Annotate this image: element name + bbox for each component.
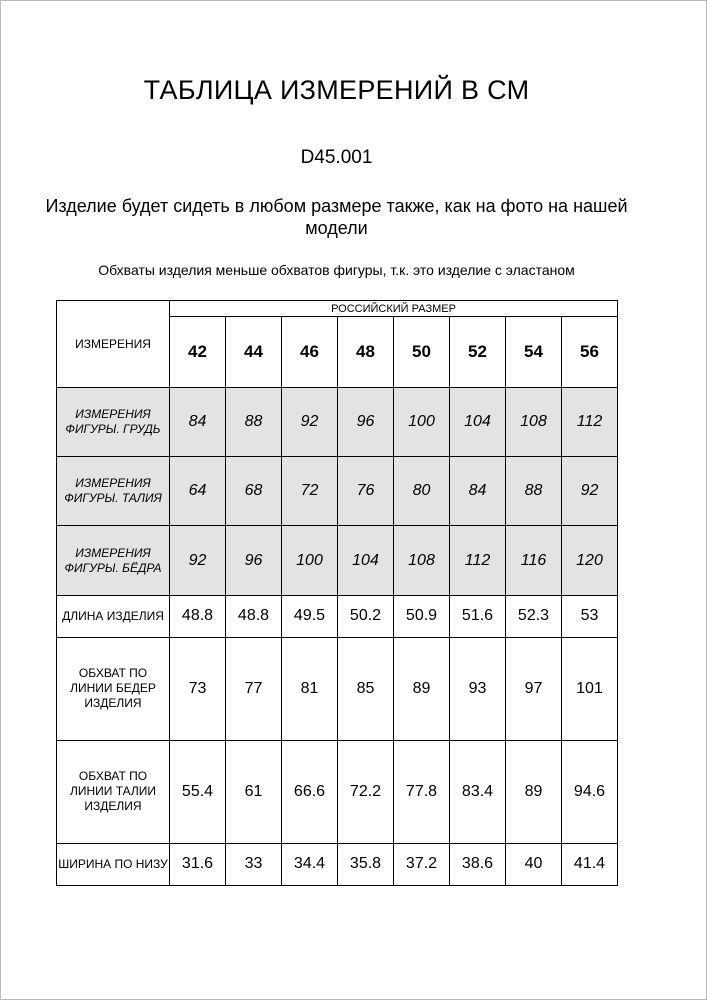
table-cell: 35.8 [338, 843, 394, 885]
size-header: 50 [394, 317, 450, 388]
table-cell: 52.3 [506, 595, 562, 637]
table-cell: 51.6 [450, 595, 506, 637]
table-cell: 108 [506, 388, 562, 457]
table-cell: 33 [226, 843, 282, 885]
table-cell: 64 [170, 457, 226, 526]
table-cell: 77 [226, 638, 282, 741]
row-label: ОБХВАТ ПО ЛИНИИ БЕДЕР ИЗДЕЛИЯ [57, 638, 170, 741]
table-cell: 94.6 [562, 740, 618, 843]
size-table [56, 300, 618, 886]
row-label: ИЗМЕРЕНИЯ ФИГУРЫ. БЁДРА [57, 526, 170, 595]
table-cell: 85 [338, 638, 394, 741]
table-cell: 41.4 [562, 843, 618, 885]
table-cell: 68 [226, 457, 282, 526]
table-cell: 80 [394, 457, 450, 526]
table-cell: 72 [282, 457, 338, 526]
table-row [57, 843, 618, 885]
table-cell: 55.4 [170, 740, 226, 843]
table-cell: 92 [562, 457, 618, 526]
table-cell: 72.2 [338, 740, 394, 843]
table-cell: 100 [394, 388, 450, 457]
table-cell: 101 [562, 638, 618, 741]
table-cell: 97 [506, 638, 562, 741]
table-cell: 84 [170, 388, 226, 457]
table-cell: 53 [562, 595, 618, 637]
size-header: 46 [282, 317, 338, 388]
table-cell: 104 [450, 388, 506, 457]
table-cell: 76 [338, 457, 394, 526]
size-header: 56 [562, 317, 618, 388]
table-cell: 40 [506, 843, 562, 885]
table-cell: 66.6 [282, 740, 338, 843]
table-cell: 50.2 [338, 595, 394, 637]
table-row [57, 388, 618, 457]
table-cell: 81 [282, 638, 338, 741]
russian-size-header: РОССИЙСКИЙ РАЗМЕР [170, 301, 618, 317]
table-cell: 93 [450, 638, 506, 741]
row-label: ИЗМЕРЕНИЯ ФИГУРЫ. ГРУДЬ [57, 388, 170, 457]
table-cell: 92 [282, 388, 338, 457]
table-cell: 83.4 [450, 740, 506, 843]
table-cell: 37.2 [394, 843, 450, 885]
size-header: 42 [170, 317, 226, 388]
table-cell: 112 [450, 526, 506, 595]
table-cell: 89 [394, 638, 450, 741]
header-row [57, 301, 618, 317]
table-cell: 61 [226, 740, 282, 843]
table-cell: 88 [506, 457, 562, 526]
table-cell: 48.8 [170, 595, 226, 637]
table-cell: 89 [506, 740, 562, 843]
table-cell: 88 [226, 388, 282, 457]
table-cell: 104 [338, 526, 394, 595]
size-header: 44 [226, 317, 282, 388]
table-row [57, 595, 618, 637]
table-row [57, 457, 618, 526]
table-row [57, 638, 618, 741]
table-cell: 100 [282, 526, 338, 595]
table-cell: 108 [394, 526, 450, 595]
row-label: ШИРИНА ПО НИЗУ [57, 843, 170, 885]
table-cell: 34.4 [282, 843, 338, 885]
table-cell: 96 [226, 526, 282, 595]
elastane-note: Обхваты изделия меньше обхватов фигуры, т.к. это изделие с эластаном [98, 262, 575, 278]
table-cell: 77.8 [394, 740, 450, 843]
table-cell: 73 [170, 638, 226, 741]
page-title: ТАБЛИЦА ИЗМЕРЕНИЙ В СМ [143, 75, 530, 105]
size-header: 54 [506, 317, 562, 388]
table-cell: 49.5 [282, 595, 338, 637]
size-header: 52 [450, 317, 506, 388]
table-row [57, 740, 618, 843]
table-cell: 48.8 [226, 595, 282, 637]
table-cell: 112 [562, 388, 618, 457]
table-cell: 84 [450, 457, 506, 526]
product-code: D45.001 [300, 147, 373, 168]
table-cell: 50.9 [394, 595, 450, 637]
table-cell: 96 [338, 388, 394, 457]
table-row [57, 526, 618, 595]
table-cell: 120 [562, 526, 618, 595]
row-label: ДЛИНА ИЗДЕЛИЯ [57, 595, 170, 637]
table-cell: 38.6 [450, 843, 506, 885]
row-label: ОБХВАТ ПО ЛИНИИ ТАЛИИ ИЗДЕЛИЯ [57, 740, 170, 843]
table-cell: 116 [506, 526, 562, 595]
size-header: 48 [338, 317, 394, 388]
table-cell: 92 [170, 526, 226, 595]
fit-note: Изделие будет сидеть в любом размере также, как на фото на нашей модели [45, 196, 628, 238]
measurements-header: ИЗМЕРЕНИЯ [57, 301, 170, 388]
table-cell: 31.6 [170, 843, 226, 885]
row-label: ИЗМЕРЕНИЯ ФИГУРЫ. ТАЛИЯ [57, 457, 170, 526]
